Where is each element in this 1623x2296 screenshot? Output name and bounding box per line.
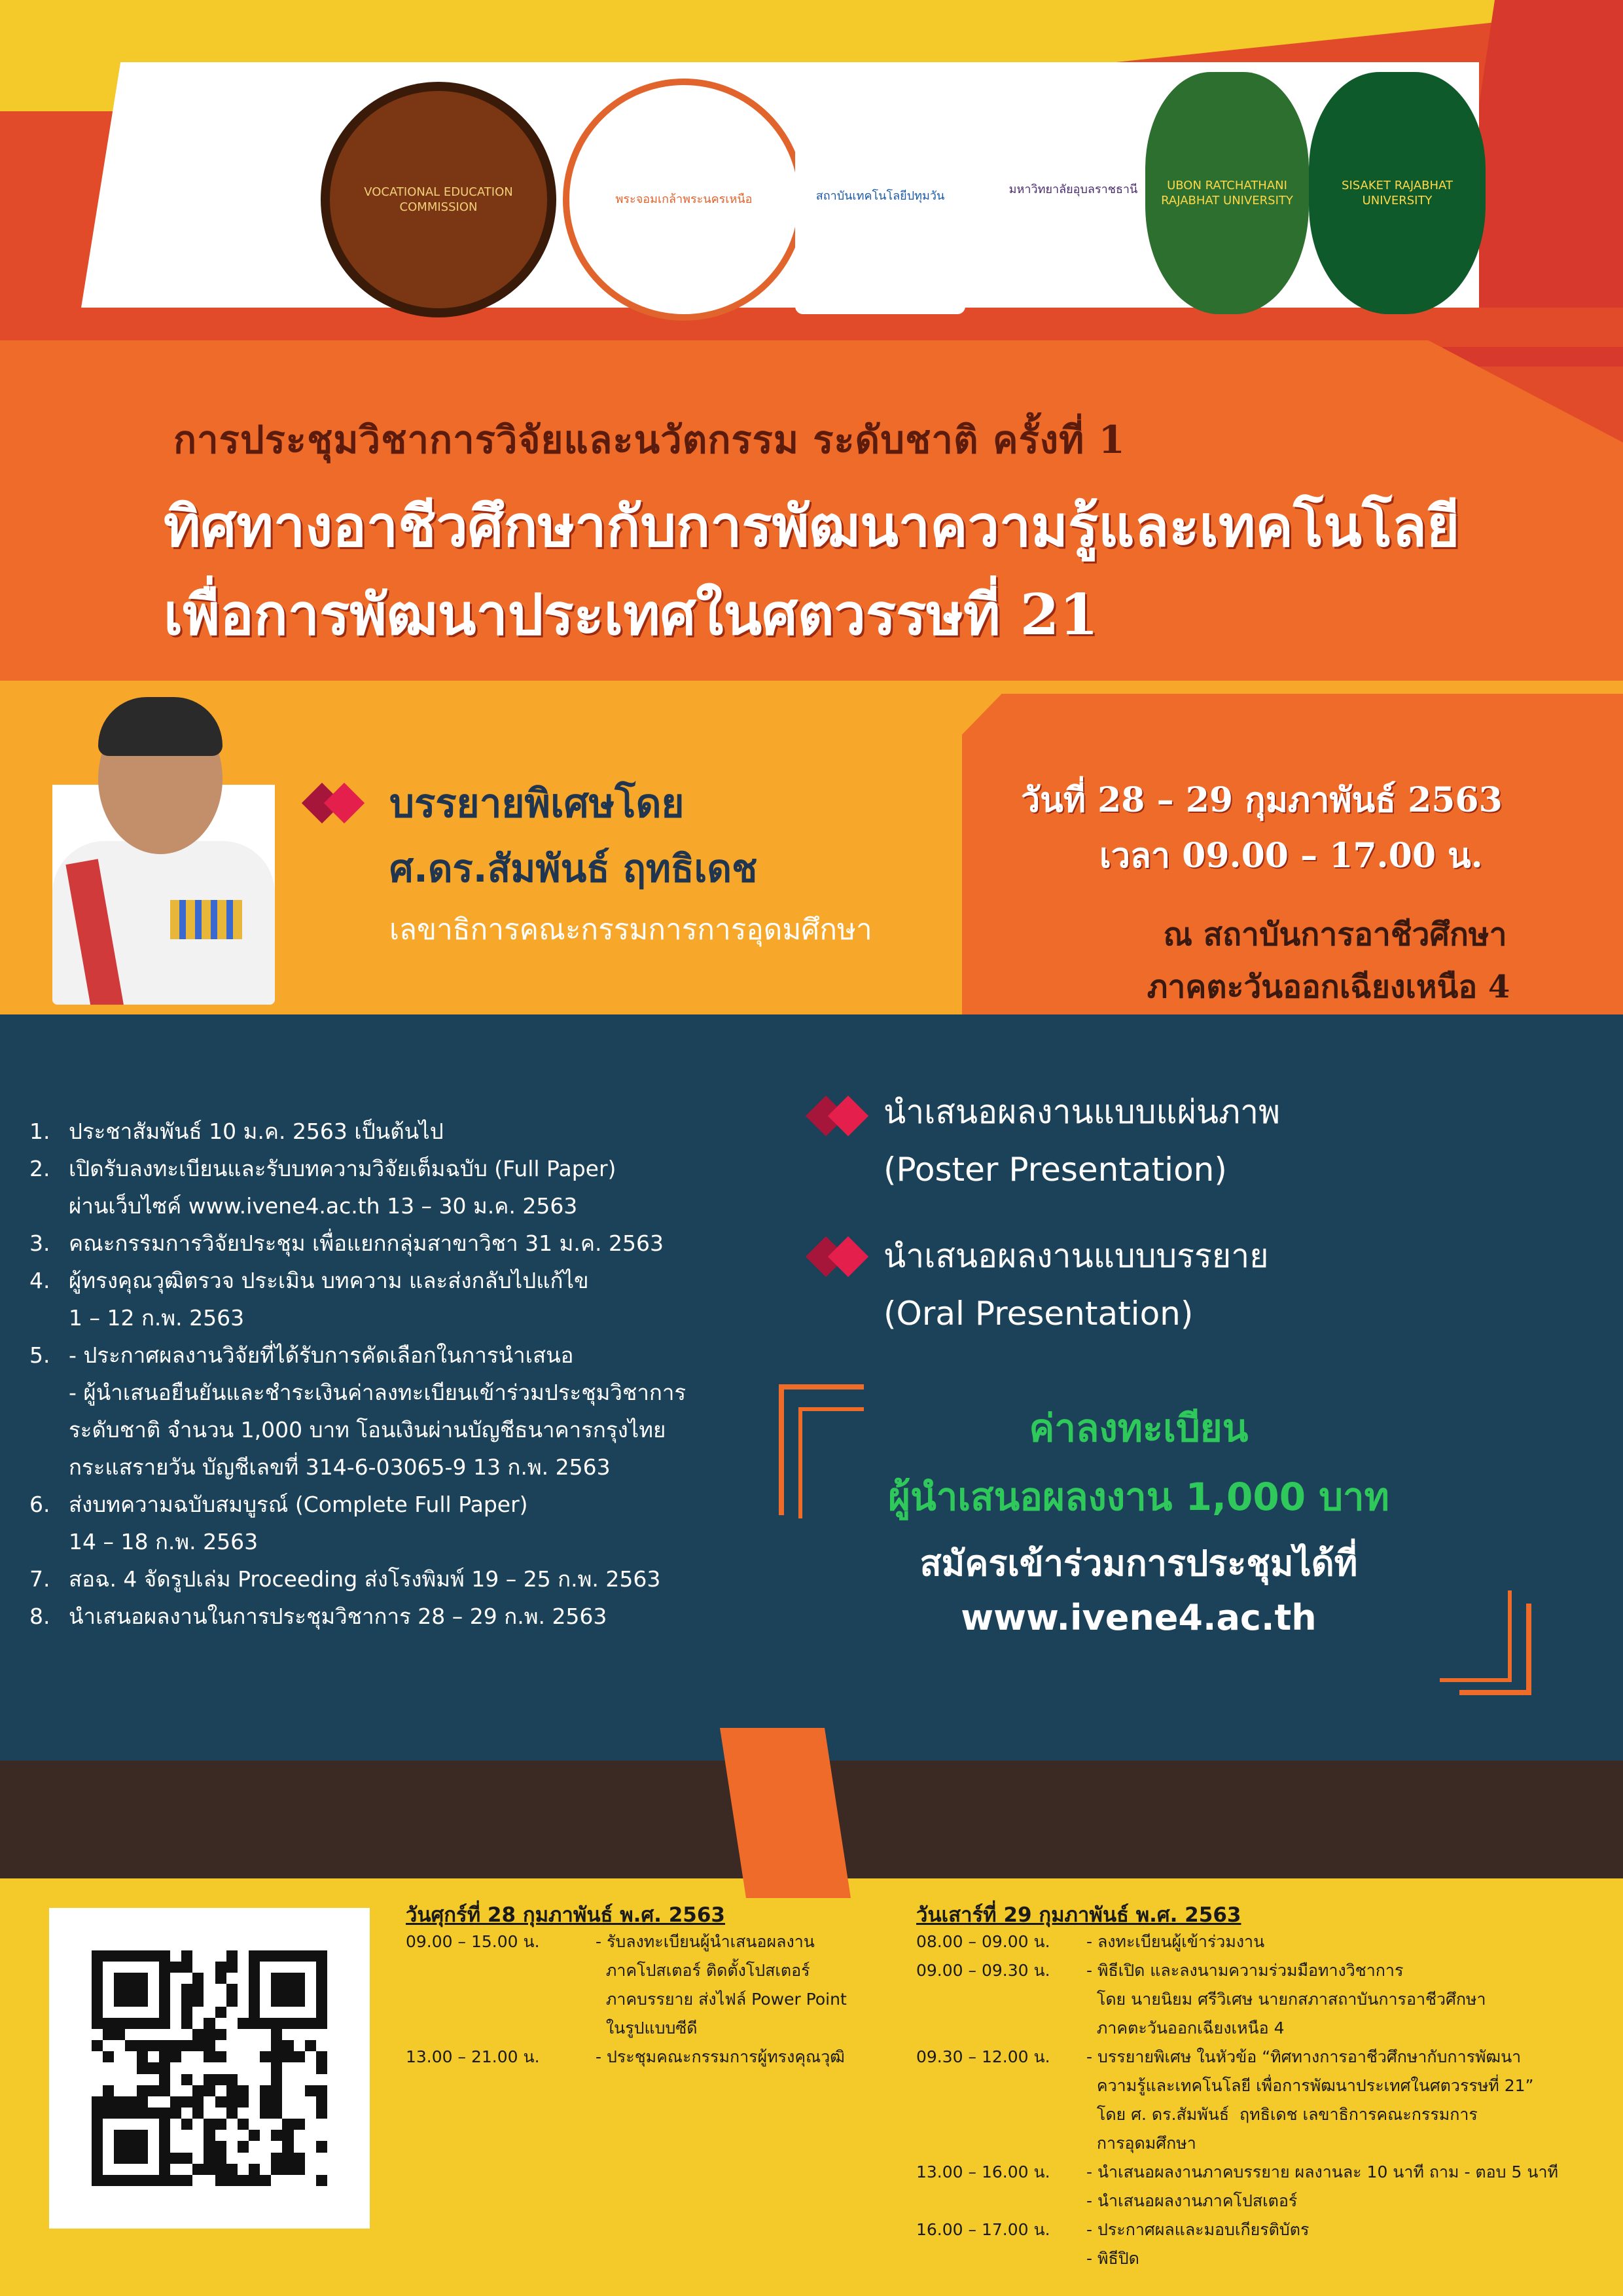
timeline-number — [29, 1411, 69, 1448]
timeline-text: สอฉ. 4 จัดรูปเล่ม Proceeding ส่งโรงพิมพ์ 19 – 25 ก.พ. 2563 — [69, 1566, 661, 1592]
timeline-text: 1 – 12 ก.พ. 2563 — [69, 1305, 245, 1331]
schedule-row — [916, 1956, 1610, 1985]
schedule-activity: โดย นายนิยม ศรีวิเศษ นายกสภาสถาบันการอาชีวศึกษา — [1086, 1990, 1486, 2009]
timeline-item — [29, 1187, 769, 1225]
schedule-row — [916, 2043, 1610, 2072]
kmitl-logo — [563, 79, 805, 321]
timeline-text: - ประกาศผลงานวิจัยที่ได้รับการคัดเลือกในการนำเสนอ — [69, 1342, 574, 1368]
schedule-row — [916, 2129, 1610, 2158]
timeline-text: นำเสนอผลงานในการประชุมวิชาการ 28 – 29 ก.พ. 2563 — [69, 1604, 607, 1629]
friday-schedule — [406, 1928, 877, 2072]
timeline-item — [29, 1336, 769, 1374]
timeline-text: ระดับชาติ จำนวน 1,000 บาท โอนเงินผ่านบัญชีธนาคารกรุงไทย — [69, 1417, 666, 1443]
schedule-time — [916, 2244, 1086, 2273]
schedule-time: 13.00 – 21.00 น. — [406, 2047, 540, 2066]
schedule-row — [916, 2187, 1610, 2215]
schedule-time — [406, 1985, 596, 2014]
event-venue-line-1: ณ สถาบันการอาชีวศึกษา — [1163, 916, 1507, 953]
schedule-activity: - ประชุมคณะกรรมการผู้ทรงคุณวุฒิ — [596, 2047, 845, 2066]
schedule-time — [916, 2072, 1086, 2100]
speaker-hair — [98, 697, 223, 756]
timeline-number — [29, 1374, 69, 1411]
conference-title-line-1: ทิศทางอาชีวศึกษากับการพัฒนาความรู้และเทคโนโลยี — [164, 493, 1460, 560]
timeline-text: กระแสรายวัน บัญชีเลขที่ 314-6-03065-9 13 ก.พ. 2563 — [69, 1454, 611, 1480]
register-text: สมัครเข้าร่วมการประชุมได้ที่ — [919, 1543, 1358, 1584]
schedule-activity: โดย ศ. ดร.สัมพันธ์ ฤทธิเดช เลขาธิการคณะกรรมการ — [1086, 2105, 1478, 2124]
conference-name: การประชุมวิชาการวิจัยและนวัตกรรม ระดับชาติ ครั้งที่ 1 — [173, 418, 1126, 462]
schedule-activity: ภาคบรรยาย ส่งไฟล์ Power Point — [596, 1990, 847, 2009]
timeline-list — [29, 1113, 769, 1635]
schedule-row — [916, 1928, 1610, 1956]
speaker-name: ศ.ดร.สัมพันธ์ ฤทธิเดช — [389, 846, 758, 891]
timeline-text: เปิดรับลงทะเบียนและรับบทความวิจัยเต็มฉบับ (Full Paper) — [69, 1156, 616, 1181]
schedule-row — [916, 2158, 1610, 2187]
schedule-row — [406, 2043, 877, 2072]
timeline-number: 6. — [29, 1492, 50, 1517]
poster-presentation-en: (Poster Presentation) — [883, 1151, 1227, 1189]
schedule-time — [916, 2187, 1086, 2215]
fee-amount: ผู้นำเสนอผลงงาน 1,000 บาท — [888, 1475, 1389, 1519]
timeline-item — [29, 1113, 769, 1150]
schedule-row — [406, 2014, 877, 2043]
schedule-activity: - พิธีปิด — [1086, 2249, 1139, 2268]
ubon-university-logo — [988, 72, 1158, 308]
timeline-text: คณะกรรมการวิจัยประชุม เพื่อแยกกลุ่มสาขาวิชา 31 ม.ค. 2563 — [69, 1230, 664, 1256]
schedule-activity: - ประกาศผลและมอบเกียรติบัตร — [1086, 2220, 1310, 2239]
schedule-time — [916, 1985, 1086, 2014]
timeline-text: ประชาสัมพันธ์ 10 ม.ค. 2563 เป็นต้นไป — [69, 1119, 444, 1144]
conference-title-line-2: เพื่อการพัฒนาประเทศในศตวรรษที่ 21 — [164, 582, 1099, 648]
timeline-text: ส่งบทความฉบับสมบูรณ์ (Complete Full Paper) — [69, 1492, 528, 1517]
schedule-activity: - บรรยายพิเศษ ในหัวข้อ “ทิศทางการอาชีวศึกษากับการพัฒนา — [1086, 2047, 1522, 2066]
timeline-number — [29, 1523, 69, 1560]
timeline-number: 1. — [29, 1119, 50, 1144]
fee-label: ค่าลงทะเบียน — [1029, 1406, 1249, 1450]
register-url[interactable]: www.ivene4.ac.th — [961, 1597, 1317, 1638]
saturday-schedule — [916, 1928, 1610, 2273]
technology-institute-logo — [795, 79, 965, 314]
oral-presentation-th: นำเสนอผลงานแบบบรรยาย — [883, 1237, 1269, 1275]
event-venue-line-2: ภาคตะวันออกเฉียงเหนือ 4 — [1147, 969, 1510, 1005]
logo-text: สถาบันเทคโนโลยีปทุมวัน — [815, 189, 945, 204]
timeline-number: 5. — [29, 1342, 50, 1368]
logo-text: พระจอมเกล้าพระนครเหนือ — [615, 192, 753, 207]
schedule-activity: ในรูปแบบซีดี — [596, 2018, 698, 2037]
schedule-time — [916, 2014, 1086, 2043]
timeline-item — [29, 1523, 769, 1560]
speaker-medals — [170, 900, 242, 939]
timeline-number — [29, 1299, 69, 1336]
schedule-time: 09.00 – 09.30 น. — [916, 1961, 1050, 1980]
timeline-text: - ผู้นำเสนอยืนยันและชำระเงินค่าลงทะเบียนเข้าร่วมประชุมวิชาการ — [69, 1380, 687, 1405]
double-diamond-icon — [812, 1237, 877, 1276]
timeline-item — [29, 1225, 769, 1262]
schedule-activity: - พิธีเปิด และลงนามความร่วมมือทางวิชาการ — [1086, 1961, 1404, 1980]
timeline-text: 14 – 18 ก.พ. 2563 — [69, 1529, 259, 1554]
schedule-activity: ภาคตะวันออกเฉียงเหนือ 4 — [1086, 2018, 1285, 2037]
schedule-time — [406, 1956, 596, 1985]
schedule-activity: - ลงทะเบียนผู้เข้าร่วมงาน — [1086, 1932, 1265, 1951]
ubon-rajabhat-logo — [1145, 72, 1309, 314]
vocational-education-commission-logo — [321, 82, 556, 317]
double-diamond-icon — [812, 1096, 877, 1136]
schedule-row — [916, 1985, 1610, 2014]
schedule-time: 16.00 – 17.00 น. — [916, 2220, 1050, 2239]
schedule-row — [916, 2072, 1610, 2100]
timeline-item — [29, 1411, 769, 1448]
timeline-item — [29, 1150, 769, 1187]
schedule-time — [916, 2100, 1086, 2129]
timeline-item — [29, 1486, 769, 1523]
qr-code[interactable] — [49, 1908, 370, 2229]
schedule-row — [916, 2215, 1610, 2244]
timeline-item — [29, 1598, 769, 1635]
schedule-time: 09.00 – 15.00 น. — [406, 1932, 540, 1951]
speaker-photo — [52, 691, 275, 1005]
schedule-row — [406, 1928, 877, 1956]
speaker-label: บรรยายพิเศษโดย — [389, 781, 685, 827]
schedule-activity: การอุดมศึกษา — [1086, 2134, 1196, 2153]
friday-schedule-title: วันศุกร์ที่ 28 กุมภาพันธ์ พ.ศ. 2563 — [406, 1903, 725, 1927]
schedule-row — [406, 1985, 877, 2014]
timeline-text: ผ่านเว็บไซค์ www.ivene4.ac.th 13 – 30 ม.ค. 2563 — [69, 1193, 578, 1219]
timeline-number: 4. — [29, 1268, 50, 1293]
schedule-activity: - รับลงทะเบียนผู้นำเสนอผลงาน — [596, 1932, 815, 1951]
timeline-number: 3. — [29, 1230, 50, 1256]
saturday-schedule-title: วันเสาร์ที่ 29 กุมภาพันธ์ พ.ศ. 2563 — [916, 1903, 1241, 1927]
timeline-number — [29, 1448, 69, 1486]
poster-presentation-th: นำเสนอผลงานแบบแผ่นภาพ — [883, 1093, 1281, 1131]
speaker-position: เลขาธิการคณะกรรมการการอุดมศึกษา — [389, 913, 872, 946]
schedule-time: 08.00 – 09.00 น. — [916, 1932, 1050, 1951]
oral-presentation — [883, 1227, 1269, 1342]
timeline-number: 8. — [29, 1604, 50, 1629]
schedule-activity: ภาคโปสเตอร์ ติดตั้งโปสเตอร์ — [596, 1961, 810, 1980]
schedule-time — [916, 2129, 1086, 2158]
logo-text: มหาวิทยาลัยอุบลราชธานี — [1008, 183, 1138, 197]
timeline-item — [29, 1374, 769, 1411]
schedule-time: 13.00 – 16.00 น. — [916, 2162, 1050, 2181]
schedule-activity: ความรู้และเทคโนโลยี เพื่อการพัฒนาประเทศในศตวรรษที่ 21” — [1086, 2076, 1534, 2095]
timeline-item — [29, 1299, 769, 1336]
event-date: วันที่ 28 – 29 กุมภาพันธ์ 2563 — [1021, 780, 1503, 820]
timeline-item — [29, 1448, 769, 1486]
timeline-text: ผู้ทรงคุณวุฒิตรวจ ประเมิน บทความ และส่งกลับไปแก้ไข — [69, 1268, 589, 1293]
logo-text: UBON RATCHATHANI RAJABHAT UNIVERSITY — [1161, 178, 1293, 207]
sisaket-rajabhat-logo — [1309, 72, 1486, 314]
logo-text: SISAKET RAJABHAT UNIVERSITY — [1342, 178, 1453, 207]
schedule-activity: - นำเสนอผลงานภาคบรรยาย ผลงานละ 10 นาที ถาม - ตอบ 5 นาที — [1086, 2162, 1558, 2181]
schedule-row — [916, 2014, 1610, 2043]
timeline-item — [29, 1262, 769, 1299]
schedule-row — [406, 1956, 877, 1985]
schedule-row — [916, 2244, 1610, 2273]
logo-text: VOCATIONAL EDUCATION COMMISSION — [364, 185, 513, 214]
timeline-number: 2. — [29, 1156, 50, 1181]
schedule-row — [916, 2100, 1610, 2129]
schedule-time — [406, 2014, 596, 2043]
schedule-time: 09.30 – 12.00 น. — [916, 2047, 1050, 2066]
timeline-number: 7. — [29, 1566, 50, 1592]
event-time: เวลา 09.00 – 17.00 น. — [1099, 836, 1483, 876]
double-diamond-icon — [308, 782, 380, 828]
qr-code-pattern — [92, 1950, 327, 2186]
timeline-number — [29, 1187, 69, 1225]
timeline-item — [29, 1560, 769, 1598]
oral-presentation-en: (Oral Presentation) — [883, 1295, 1194, 1333]
schedule-activity: - นำเสนอผลงานภาคโปสเตอร์ — [1086, 2191, 1298, 2210]
poster-presentation — [883, 1083, 1280, 1198]
